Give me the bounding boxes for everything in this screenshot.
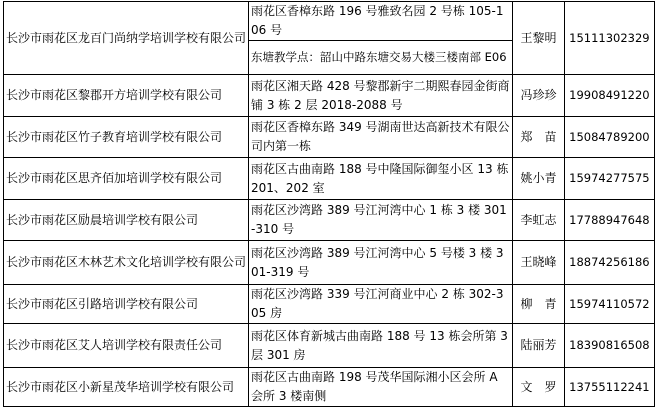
- table-row: [4, 285, 655, 324]
- school-name-cell: 长沙市雨花区引路培训学校有限公司: [4, 285, 249, 324]
- phone-cell: 15084789200: [564, 117, 654, 158]
- address-cell-secondary: 东塘教学点：韶山中路东塘交易大楼三楼南部 E06: [249, 41, 513, 75]
- contact-person-cell: 姚小青: [513, 158, 564, 200]
- school-name-cell: 长沙市雨花区小新星茂华培训学校有限公司: [4, 368, 249, 407]
- address-cell: 雨花区古曲南路 188 号中隆国际御玺小区 13 栋 201、202 室: [249, 158, 513, 200]
- table-row: [4, 117, 655, 158]
- contact-person-cell: 冯珍珍: [513, 75, 564, 117]
- contact-person-cell: 文 罗: [513, 368, 564, 407]
- phone-cell: 18874256186: [564, 241, 654, 285]
- table-row: [4, 75, 655, 117]
- table-row: [4, 368, 655, 407]
- school-name-cell: 长沙市雨花区艾人培训学校有限责任公司: [4, 324, 249, 368]
- address-cell: 雨花区沙湾路 389 号江河湾中心 1 栋 3 楼 301-310 号: [249, 200, 513, 241]
- phone-cell: 13755112241: [564, 368, 654, 407]
- phone-cell: 18390816508: [564, 324, 654, 368]
- address-cell: 雨花区香樟东路 196 号雅致名园 2 号栋 105-106 号: [249, 2, 513, 41]
- contact-person-cell: 陆丽芳: [513, 324, 564, 368]
- table-row: [4, 200, 655, 241]
- address-cell: 雨花区沙湾路 339 号江河商业中心 2 栋 302-305 房: [249, 285, 513, 324]
- contact-person-cell: 王黎明: [513, 2, 564, 75]
- phone-cell: 15974110572: [564, 285, 654, 324]
- address-cell: 雨花区湘天路 428 号黎郡新宇二期熙春园金街商铺 3 栋 2 层 2018-2088 号: [249, 75, 513, 117]
- contact-person-cell: 郑 苗: [513, 117, 564, 158]
- phone-cell: 15974277575: [564, 158, 654, 200]
- school-name-cell: 长沙市雨花区竹子教育培训学校有限公司: [4, 117, 249, 158]
- table-row: [4, 324, 655, 368]
- school-name-cell: 长沙市雨花区励晨培训学校有限公司: [4, 200, 249, 241]
- table-row: [4, 158, 655, 200]
- address-cell: 雨花区体育新城古曲南路 188 号 13 栋会所第 3 层 301 房: [249, 324, 513, 368]
- school-name-cell: 长沙市雨花区思齐佰加培训学校有限公司: [4, 158, 249, 200]
- table-row: [4, 241, 655, 285]
- contact-person-cell: 王晓峰: [513, 241, 564, 285]
- phone-cell: 15111302329: [564, 2, 654, 75]
- phone-cell: 17788947648: [564, 200, 654, 241]
- table-row: [4, 2, 655, 41]
- school-name-cell: 长沙市雨花区黎郡开方培训学校有限公司: [4, 75, 249, 117]
- address-cell: 雨花区古曲南路 198 号茂华国际湘小区会所 A 会所 3 楼南侧: [249, 368, 513, 407]
- school-name-cell: 长沙市雨花区木林艺术文化培训学校有限公司: [4, 241, 249, 285]
- contact-person-cell: 李虹志: [513, 200, 564, 241]
- school-name-cell: 长沙市雨花区龙百门尚纳学培训学校有限公司: [4, 2, 249, 75]
- schools-table: [3, 1, 655, 407]
- address-cell: 雨花区沙湾路 389 号江河湾中心 5 号楼 3 楼 301-319 号: [249, 241, 513, 285]
- phone-cell: 19908491220: [564, 75, 654, 117]
- address-cell: 雨花区香樟东路 349 号湖南世达高新技术有限公司内第一栋: [249, 117, 513, 158]
- contact-person-cell: 柳 青: [513, 285, 564, 324]
